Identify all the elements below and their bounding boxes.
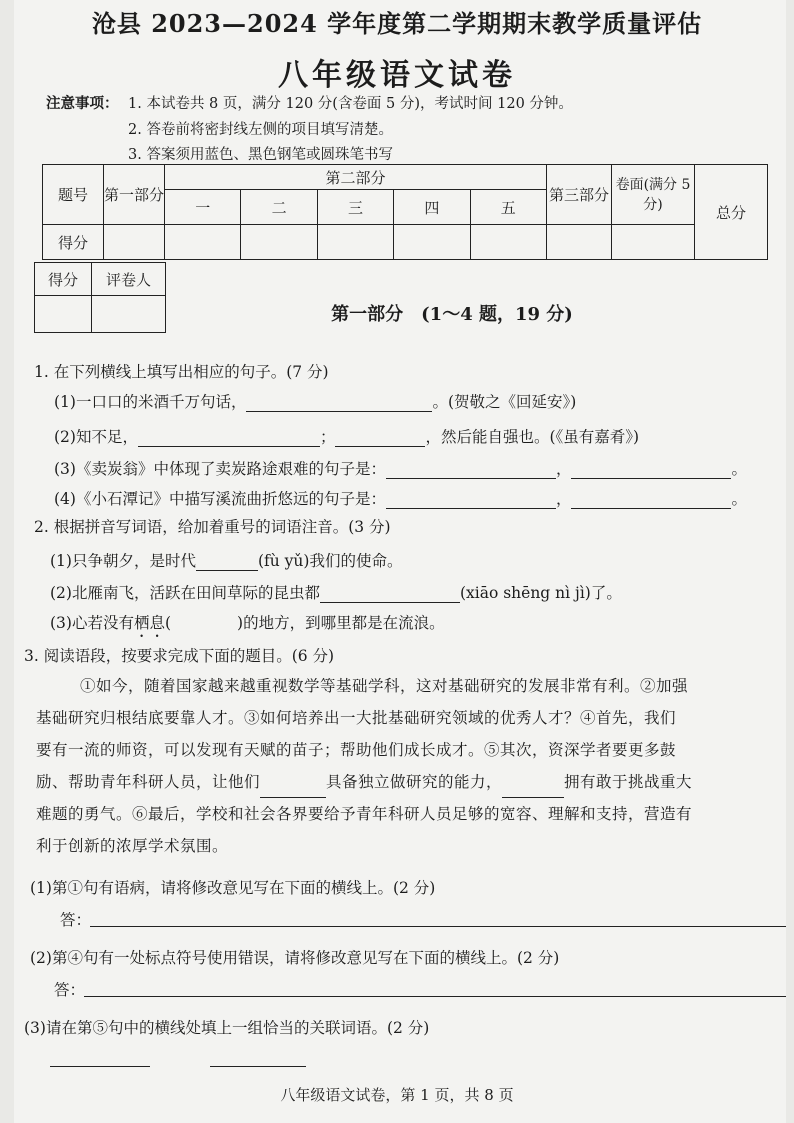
header-part1: 第一部分 [104, 165, 165, 225]
q3-passage-line-3: 要有一流的师资，可以发现有天赋的苗子；帮助他们成长成才。⑤其次，资深学者要更多鼓 [36, 741, 677, 759]
q2-c-pre: (3)心若没有 [50, 614, 134, 632]
q1-item-2 [54, 425, 639, 447]
note-item-1: 1. 本试卷共 8 页，满分 120 分(含卷面 5 分)，考试时间 120 分钟。 [128, 96, 573, 112]
section-title: 第一部分 (1～4 题，19 分) [331, 304, 573, 325]
header-part2-sub-2: 二 [241, 190, 317, 225]
q3-passage [36, 670, 788, 862]
score-cell-q4[interactable] [394, 225, 470, 260]
q1-c-pre: (3)《卖炭翁》中体现了卖炭路途艰难的句子是： [54, 460, 386, 478]
q1-d-post: 。 [731, 490, 747, 508]
q3-passage-line-6: 利于创新的浓厚学术氛围。 [36, 837, 229, 855]
q1-item-3 [54, 457, 747, 479]
q1-d-blank-2[interactable] [571, 492, 731, 509]
q3-answer-label-2: 答： [54, 981, 86, 999]
score-cell-q2[interactable] [241, 225, 317, 260]
q1-a-blank[interactable] [246, 395, 432, 412]
q2-c-post: )的地方，到哪里都是在流浪。 [237, 614, 445, 632]
header-neatness: 卷面(满分 5 分) [612, 165, 695, 225]
q3-p4-part-c: 拥有敢于挑战重大 [564, 773, 693, 791]
row-label-score: 得分 [43, 225, 104, 260]
q3-passage-line-2: 基础研究归根结底要靠人才。③如何培养出一大批基础研究领域的优秀人才？④首先，我们 [36, 709, 677, 727]
q2-a-post: (fù yǔ)我们的使命。 [257, 552, 403, 570]
score-cell-part1[interactable] [104, 225, 165, 260]
q1-a-post: 。(贺敬之《回延安》) [432, 393, 577, 411]
q1-c-post: 。 [731, 460, 747, 478]
exam-subtitle: 八年级语文试卷 [278, 58, 516, 93]
q3-connective-line-2[interactable] [210, 1066, 306, 1067]
q3-blank-1[interactable] [260, 781, 326, 798]
header-total: 总分 [695, 165, 768, 260]
q3-passage-line-4 [36, 766, 788, 798]
q2-item-2 [50, 581, 622, 603]
header-part2-sub-5: 五 [470, 190, 546, 225]
q3-blank-2[interactable] [502, 781, 564, 798]
grader-score-label: 得分 [35, 263, 92, 296]
q1-c-blank-2[interactable] [571, 462, 731, 479]
q3-sub-3: (3)请在第⑤句中的横线处填上一组恰当的关联词语。(2 分) [24, 1019, 430, 1037]
grader-name-label: 评卷人 [92, 263, 166, 296]
q1-stem: 1. 在下列横线上填写出相应的句子。(7 分) [34, 363, 329, 381]
q1-item-4 [54, 487, 747, 509]
q3-passage-line-1: ①如今，随着国家越来越重视数学等基础学科，这对基础研究的发展非常有利。②加强 [80, 677, 689, 695]
q2-c-open: ( [164, 614, 172, 632]
score-table [42, 164, 768, 260]
notes-label: 注意事项： [46, 95, 119, 112]
q2-a-pre: (1)只争朝夕，是时代 [50, 552, 196, 570]
q1-item-1 [54, 390, 576, 412]
q3-sub-2: (2)第④句有一处标点符号使用错误，请将修改意见写在下面的横线上。(2 分) [30, 949, 560, 967]
q3-answer-label-1: 答： [60, 911, 92, 929]
score-cell-q1[interactable] [165, 225, 241, 260]
q2-stem: 2. 根据拼音写词语，给加着重号的词语注音。(3 分) [34, 518, 391, 536]
note-item-3: 3. 答案须用蓝色、黑色钢笔或圆珠笔书写 [128, 147, 393, 163]
q3-p4-part-b: 具备独立做研究的能力， [326, 773, 503, 791]
score-cell-part3[interactable] [547, 225, 612, 260]
q2-b-pre: (2)北雁南飞，活跃在田间草际的昆虫都 [50, 584, 320, 602]
q1-b-blank-2[interactable] [335, 430, 425, 447]
q3-connective-line-1[interactable] [50, 1066, 150, 1067]
q1-b-post: ，然后能自强也。(《虽有嘉肴》) [425, 428, 640, 446]
q2-c-dotted-word: 栖息 [133, 614, 165, 632]
note-item-2: 2. 答卷前将密封线左侧的项目填写清楚。 [128, 122, 393, 138]
score-cell-neatness[interactable] [612, 225, 695, 260]
q2-b-blank[interactable] [320, 586, 460, 603]
q1-b-blank-1[interactable] [138, 430, 320, 447]
score-cell-q5[interactable] [470, 225, 546, 260]
q1-c-blank-1[interactable] [386, 462, 556, 479]
page-footer: 八年级语文试卷，第 1 页，共 8 页 [280, 1086, 514, 1104]
q1-d-pre: (4)《小石潭记》中描写溪流曲折悠远的句子是： [54, 490, 386, 508]
q2-b-post: (xiāo shēng nì jì)了。 [459, 584, 622, 602]
header-part2-sub-1: 一 [165, 190, 241, 225]
exam-title: 沧县 2023—2024 学年度第二学期期末教学质量评估 [91, 9, 703, 38]
q3-passage-line-5: 难题的勇气。⑥最后，学校和社会各界要给予青年科研人员足够的宽容、理解和支持，营造有 [36, 805, 693, 823]
q2-a-blank[interactable] [196, 554, 258, 571]
header-part2-sub-4: 四 [394, 190, 470, 225]
q1-b-pre: (2)知不足， [54, 428, 138, 446]
header-part3: 第三部分 [547, 165, 612, 225]
header-part2-sub-3: 三 [317, 190, 393, 225]
q1-d-blank-1[interactable] [386, 492, 556, 509]
q3-answer-line-1[interactable] [90, 926, 786, 927]
q3-p4-part-a: 励、帮助青年科研人员，让他们 [36, 773, 261, 791]
q2-item-1 [50, 549, 402, 571]
header-part2: 第二部分 [165, 165, 547, 190]
q3-answer-line-2[interactable] [84, 996, 786, 997]
q3-stem: 3. 阅读语段，按要求完成下面的题目。(6 分) [24, 647, 335, 665]
q1-d-mid: ， [555, 490, 572, 508]
q2-item-3 [50, 611, 445, 641]
row-label-number: 题号 [43, 165, 104, 225]
q3-sub-1: (1)第①句有语病，请将修改意见写在下面的横线上。(2 分) [30, 879, 436, 897]
score-cell-q3[interactable] [317, 225, 393, 260]
q1-c-mid: ， [555, 460, 572, 478]
q1-a-pre: (1)一口口的米酒千万句话， [54, 393, 247, 411]
q1-b-mid: ； [319, 428, 336, 446]
